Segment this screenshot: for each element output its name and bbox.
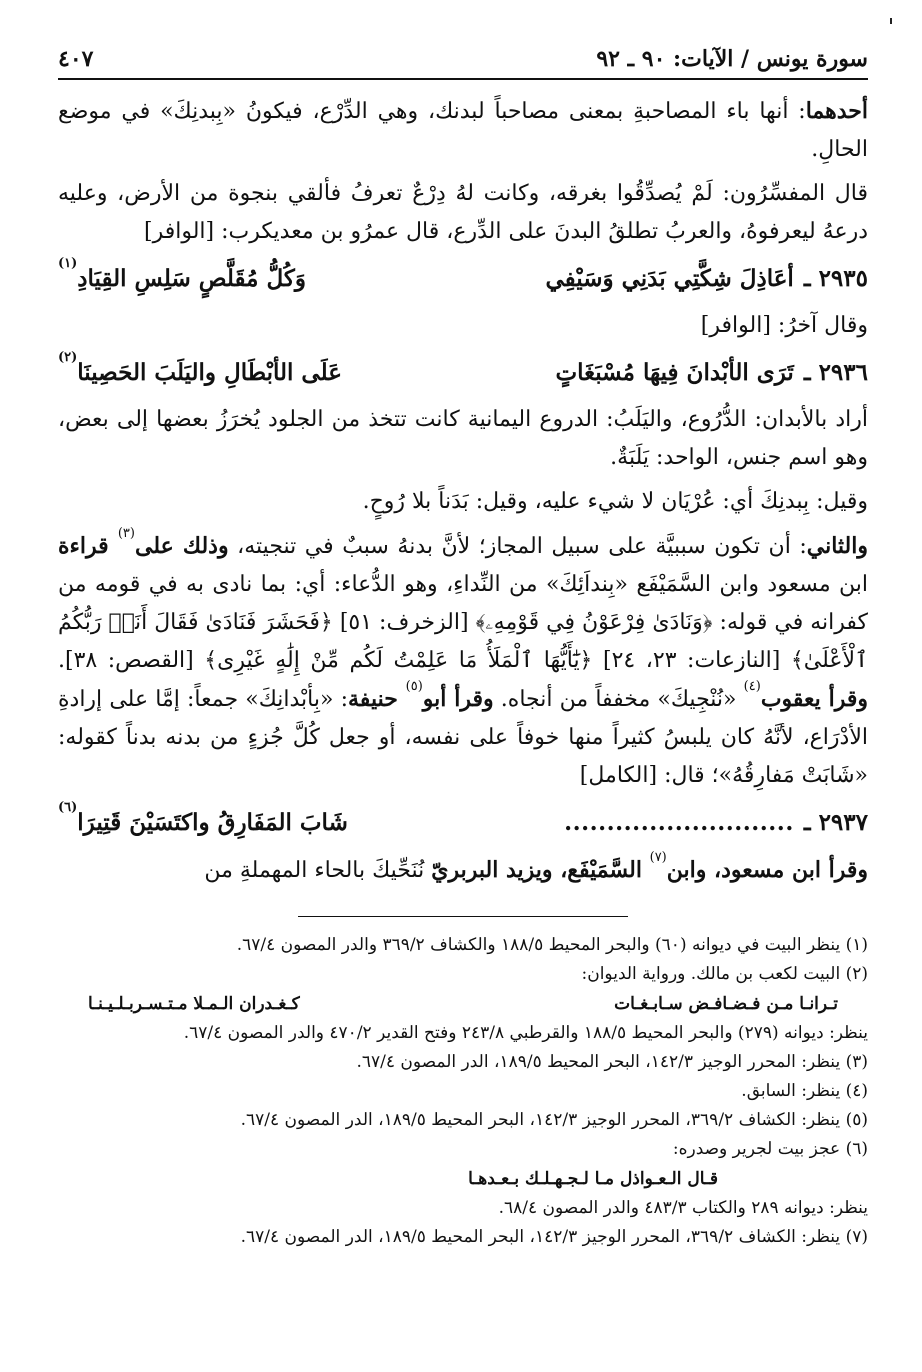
verse-second-text: شَابَ المَفَارِقُ واكتَسَيْنَ قَتِيرَا [77,809,348,836]
paragraph-6 [58,527,868,795]
text-run: «نُنْجِيكَ» مخففاً من أنجاه. [493,687,744,712]
verse-first-hemistich: تَرَى الأبْدانَ فِيهَا مُسْبَغَاتٍ [555,359,794,386]
text-run: : «بِأبْدانِكَ» جمعاً: إمَّا على إرادةِ الأدْرَاع، لأنَّهُ كان يلبسُ كثيراً منها خوفاً على نفسه، أو جعل كُلَّ جُزءٍ من بدنه بدناً كقوله: «شَابَتْ مَفارِقُهُ»؛ قال: [الكامل] [58,687,868,788]
footnote-6-reference: ينظر: ديوانه ٢٨٩ والكتاب ٤٨٣/٣ والدر المصون ٦٨/٤. [498,1198,868,1218]
corner-mark [890,18,892,24]
text-run: ابن مسعود وابن السَّمَيْفَع «بِنداَئِكَ» من النِّداءِ، وهو الدُّعاء: أي: بما نادى به في قومه من كفرانه في قوله: ﴿وَنَادَىٰ فِرْعَوْنُ فِي قَوْمِهِۦ﴾ [الزخرف: ٥١] ﴿فَحَشَرَ فَنَادَىٰ فَقَالَ أَنَا۠ رَبُّكُمُ ٱلْأَعْلَىٰ﴾ [النازعات: ٢٣، ٢٤] ﴿يَٰٓأَيُّهَا ٱلْمَلَأُ مَا عَلِمْتُ لَكُم مِّنْ إِلَٰهٍ غَيْرِى﴾ [القصص: ٣٨]. [58,572,868,673]
verse-2935 [58,257,868,301]
verse-2936 [58,351,868,395]
verse-second-hemistich [58,801,426,845]
verse-second-text: عَلَى الأبْطَالِ واليَلَبَ الحَصِينَا [77,359,342,386]
footnote-ref: (٤) [743,679,761,694]
text-run-bold: السَّمَيْفَع، ويزيد البربريّ [431,857,650,883]
paragraph-1-text: : أنها باء المصاحبةِ بمعنى مصاحباً لبدنك، وهي الدِّرْع، فيكونُ «بِبدنِكَ» في موضع الحالِ. [58,99,868,162]
page [58,30,868,1345]
footnote-ref: (٧) [649,850,667,865]
paragraph-4: أراد بالأبدان: الدُّرُوع، واليَلَبُ: الدروع اليمانية كانت تتخذ من الجلود يُخرَزُ بعضها إلى بعض، وهو اسم جنس، الواحد: يَلَبَةٌ. [58,407,868,470]
text-run-bold: حنيفة [348,686,406,712]
footnote-6-verse: قـال الـعـواذل مـا لـجـهـلـك بـعـدهـا [468,1169,718,1189]
footnote-ref: (٣) [117,526,135,541]
verse-second-hemistich: كـغـدران الـمـلا مـتـسـربـلـيـنـا [88,994,300,1014]
main-text [58,92,868,890]
text-run-bold: وقرأ ابن مسعود، وابن [666,857,868,883]
verse-first-hemistich: ........................... [564,809,794,836]
text-run-bold: وقرأ يعقوب [760,686,868,712]
running-title: سورة يونس / الآيات: ٩٠ ـ ٩٢ [596,46,868,72]
paragraph-3: وقال آخرُ: [الوافر] [700,313,868,338]
paragraph-1 [58,92,868,169]
paragraph-1-lead: أحدهما [805,98,868,124]
verse-second-hemistich [58,351,426,395]
footnote-2: (٢) البيت لكعب بن مالك. ورواية الديوان: [581,964,868,984]
text-run: : أن تكون سببيَّة على سبيل المجاز؛ لأنَّ بدنهُ سببٌ في تنجيته، [228,534,807,559]
footnote-ref: (١) [57,256,78,271]
footnote-3: (٣) ينظر: المحرر الوجيز ١٤٢/٣، البحر المحيط ١٨٩/٥، الدر المصون ٦٧/٤. [356,1052,868,1072]
footnote-ref: (٥) [405,679,423,694]
footnotes [58,931,868,1252]
verse-number: ٢٩٣٧ ـ [803,809,868,836]
text-run: نُنَحِّيكَ بالحاء المهملةِ من [204,858,432,883]
footnote-5: (٥) ينظر: الكشاف ٣٦٩/٢، المحرر الوجيز ١٤٢/٣، البحر المحيط ١٨٩/٥، الدر المصون ٦٧/٤. [240,1110,868,1130]
footnote-2-verse [58,989,868,1019]
footnote-6: (٦) عجز بيت لجرير وصدره: [672,1139,868,1159]
text-run-bold: قراءة [58,533,118,559]
verse-first-hemistich: تـرانـا مـن فـضـافـض سـابـغـات [614,994,838,1014]
verse-number: ٢٩٣٥ ـ [803,265,868,292]
footnote-2-reference: ينظر: ديوانه (٢٧٩) والبحر المحيط ١٨٨/٥ والقرطبي ٢٤٣/٨ وفتح القدير ٤٧٠/٢ والدر المصون ٦٧/٤. [183,1023,868,1043]
page-number: ٤٠٧ [58,46,94,72]
paragraph-7 [58,851,868,890]
paragraph-6-lead: والثاني [806,533,868,559]
verse-first-hemistich: أعَاذِلَ شِكَّتِي بَدَنِي وَسَيْفِي [545,265,794,292]
text-run-bold: وقرأ أبو [422,686,494,712]
verse-second-text: وَكُلُّ مُقَلَّصٍ سَلِسِ القِيَادِ [77,265,306,292]
footnote-ref: (٢) [57,350,78,365]
footnote-divider [298,916,628,917]
footnote-1: (١) ينظر البيت في ديوانه (٦٠) والبحر المحيط ١٨٨/٥ والكشاف ٣٦٩/٢ والدر المصون ٦٧/٤. [236,935,868,955]
verse-second-hemistich [58,257,426,301]
page-header [58,30,868,80]
paragraph-5: وقيل: بِبدنِكَ أي: عُرْيَان لا شيء عليه، وقيل: بَدَناً بلا رُوحٍ. [362,489,868,514]
footnote-ref: (٦) [57,800,78,815]
verse-number: ٢٩٣٦ ـ [803,359,868,386]
footnote-4: (٤) ينظر: السابق. [741,1081,868,1101]
text-run-bold: وذلك على [134,533,229,559]
footnote-7: (٧) ينظر: الكشاف ٣٦٩/٢، المحرر الوجيز ١٤٢/٣، البحر المحيط ١٨٩/٥، الدر المصون ٦٧/٤. [240,1227,868,1247]
verse-2937 [58,801,868,845]
paragraph-2: قال المفسِّرُون: لَمْ يُصدِّقُوا بغرقه، وكانت لهُ دِرْعٌ تعرفُ فألقي بنجوة من الأرض، وعليه درعهُ ليعرفوهُ، والعربُ تطلقُ البدنَ على الدِّرع، قال عمرُو بن معديكرب: [الوافر] [58,181,868,244]
